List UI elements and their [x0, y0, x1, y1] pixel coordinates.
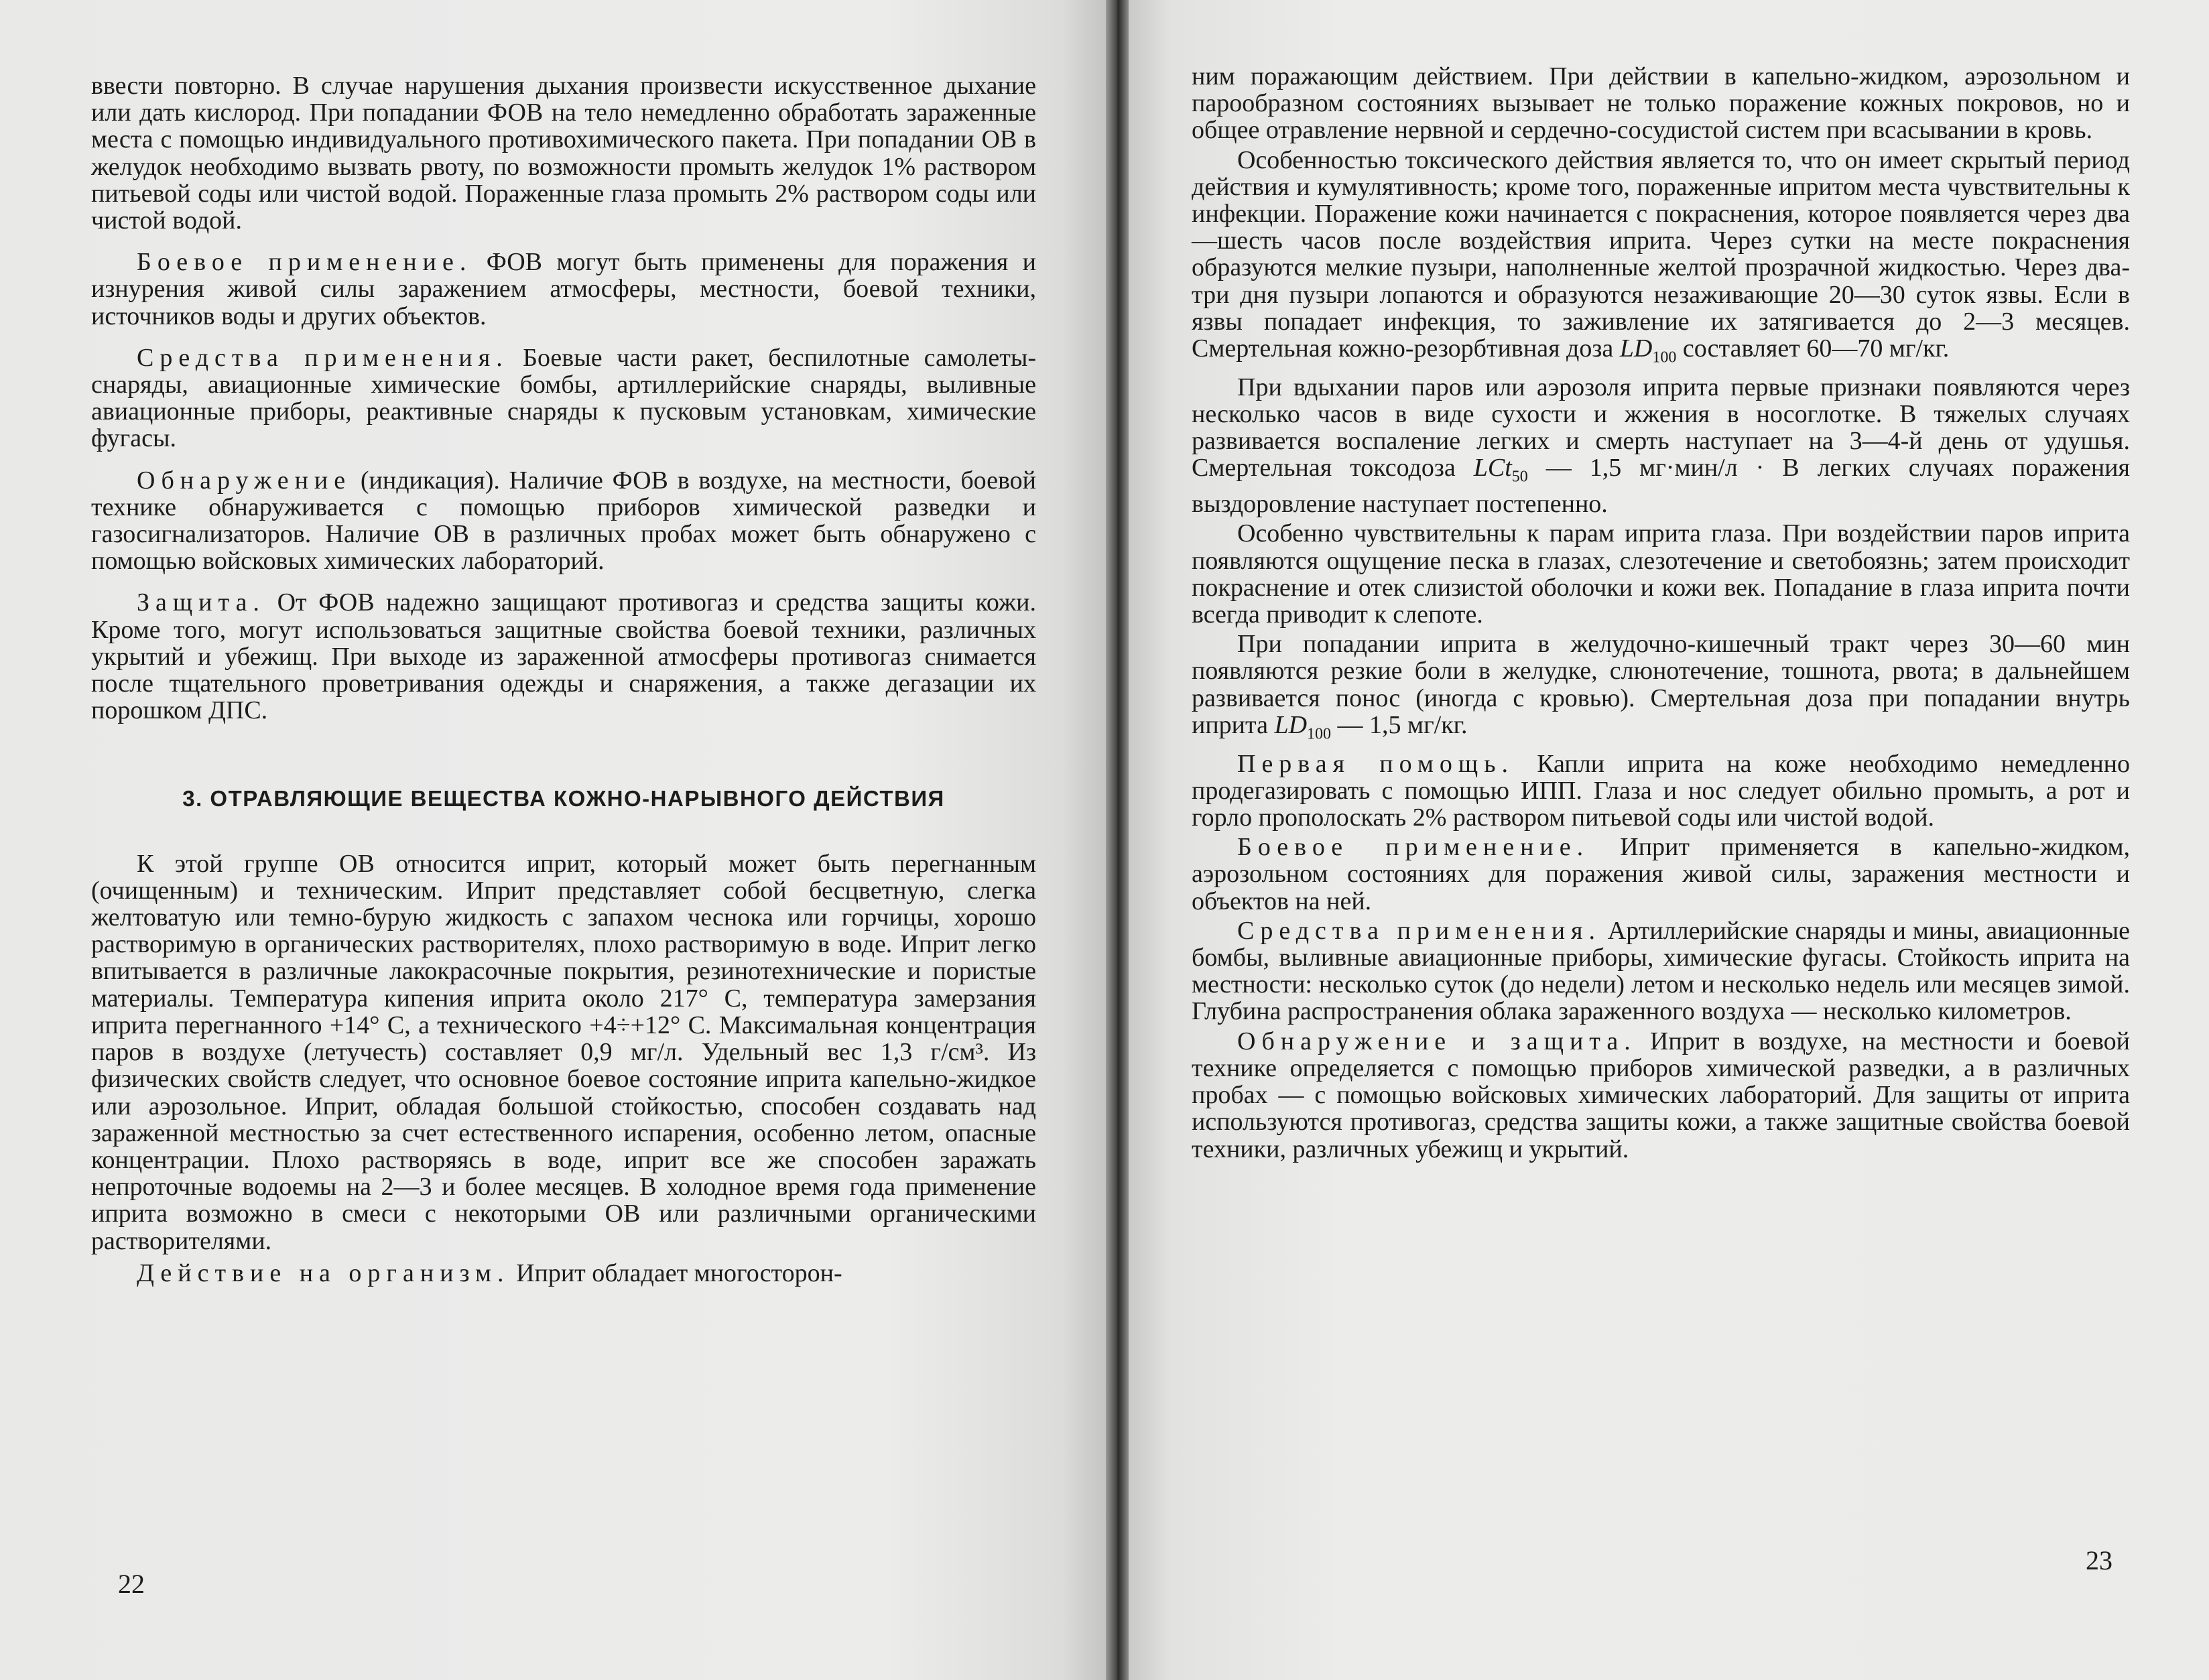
paragraph [1192, 63, 2130, 144]
paragraph [1192, 751, 2130, 832]
section-lead: Первая помощь. [1237, 749, 1515, 778]
section-lead: Обнаружение и защита. [1237, 1027, 1637, 1055]
section-lead: Боевое применение. [1237, 833, 1590, 862]
paragraph [1192, 631, 2130, 747]
section-lead: Защита. [137, 588, 265, 617]
paragraph [1192, 147, 2130, 371]
section-heading: 3. ОТРАВЛЯЮЩИЕ ВЕЩЕСТВА КОЖНО-НАРЫВНОГО ДЕЙСТВИЯ [182, 786, 945, 812]
paragraph-text: К этой группе ОВ относится иприт, который может быть перегнанным (очищенным) и техническим. Иприт представляет собой бесцветную, слегка желтоватую или темно-бурую жидкость с запахом чеснока или горчицы, хорошо растворимую в органических растворителях, плохо растворимую в воде. Иприт легко впитывается в различные лакокрасочные покрытия, резинотехнические и пористые материалы. Температура кипения иприта около 217° С, температура замерзания иприта перегнанного +14° С, а технического +4÷+12° С. Максимальная концентрация паров в воздухе (летучесть) составляет 0,9 мг/л. Удельный вес 1,3 г/см³. Из физических свойств следует, что основное боевое состояние иприта капельно-жидкое или аэрозольное. Иприт, обладая большой стойкостью, способен создавать над зараженной местностью за счет естественного испарения, особенно летом, опасные концентрации. Плохо растворяясь в воде, иприт все же способен заражать непроточные водоемы на 2—3 и более месяцев. В холодное время года применение иприта возможно в смеси с некоторыми ОВ или различными органическими растворителями. [91, 849, 1036, 1255]
paragraph [1192, 374, 2130, 518]
formula: LCt [1473, 454, 1512, 482]
paragraph-text: ввести повторно. В случае нарушения дыхания произвести искусственное дыхание или дать кислород. При попадании ФОВ на тело немедленно обработать зараженные места с помощью индивидуального противохимического пакета. При попадании ОВ в желудок необходимо вызвать рвоту, по возможности промыть желудок 1% раствором питьевой соды или чистой водой. Пораженные глаза промыть 2% раствором соды или чистой водой. [91, 72, 1036, 235]
paragraph-text: составляет 60—70 мг/кг. [1676, 334, 1950, 363]
paragraph-text: ФОВ могут быть применены для поражения и изнурения живой силы заражением атмосферы, местности, боевой техники, источников воды и других объектов. [91, 248, 1036, 330]
paragraph [91, 1260, 1036, 1287]
paragraph-text: Иприт применяется в капельно-жидком, аэрозольном состояниях для поражения живой силы, заражения местности и объектов на ней. [1192, 833, 2130, 915]
paragraph [91, 344, 1036, 452]
formula: LD [1274, 710, 1308, 739]
right-page-text [1192, 63, 2130, 1165]
paragraph [1192, 1028, 2130, 1163]
paragraph [91, 589, 1036, 724]
section-lead: Боевое применение. [137, 248, 472, 277]
book-gutter [1106, 0, 1129, 1680]
paragraph-text: От ФОВ надежно защищают противогаз и средства защиты кожи. Кроме того, могут использоваться защитные свойства боевой техники, различных укрытий и убежищ. При выходе из зараженной атмосферы противогаз снимается после тщательного проветривания одежды и снаряжения, а также дегазации их порошком ДПС. [91, 588, 1036, 725]
paragraph [1192, 520, 2130, 628]
paragraph-text: Особенно чувствительны к парам иприта глаза. При воздействии паров иприта появляются ощущение песка в глазах, слезотечение и светобоязнь; затем происходит покраснение и отек слизистой оболочки и кожи век. Попадание в глаза иприта почти всегда приводит к слепоте. [1192, 519, 2130, 629]
paragraph-text: ним поражающим действием. При действии в капельно-жидком, аэрозольном и парообразном состояниях вызывает не только поражение кожных покровов, но и общее отравление нервной и сердечно-сосудистой систем при всасывании в кровь. [1192, 62, 2130, 145]
paragraph-text: При вдыхании паров или аэрозоля иприта первые признаки появляются через несколько часов в виде сухости и жжения в носоглотке. В тяжелых случаях развивается воспаление легких и смерть наступает на 3—4-й день от удушья. Смертельная токсодоза [1192, 373, 2130, 482]
formula: LD [1619, 334, 1653, 363]
paragraph [91, 249, 1036, 330]
paragraph-text: · В легких случаях поражения выздоровление наступает постепенно. [1192, 454, 2130, 519]
section-lead: Действие на организм. [137, 1258, 510, 1287]
section-lead: Средства применения. [137, 343, 509, 372]
paragraph-text: Боевые части ракет, беспилотные самолеты-снаряды, авиационные химические бомбы, артиллерийские снаряды, выливные авиационные приборы, реактивные снаряды к пусковым установкам, химические фугасы. [91, 343, 1036, 453]
paragraph-text: Иприт обладает многосторон- [509, 1258, 842, 1287]
formula-subscript: 100 [1307, 725, 1332, 743]
page-number: 23 [2086, 1545, 2112, 1575]
paragraph-text: При попадании иприта в желудочно-кишечный тракт через 30—60 мин появляются резкие боли в желудке, слюнотечение, тошнота, рвота; в дальнейшем развивается понос (иногда с кровью). Смертельная доза при попадании внутрь иприта [1192, 630, 2130, 739]
formula-subscript: 50 [1511, 468, 1528, 487]
section-lead: Обнаружение [137, 466, 352, 495]
page-number: 22 [118, 1569, 145, 1599]
paragraph-text: Артиллерийские снаряды и мины, авиационные бомбы, выливные авиационные приборы, химические фугасы. Стойкость иприта на местности: несколько суток (до недели) летом и несколько недель или месяцев зимой. Глубина распространения облака зараженного воздуха — несколько километров. [1192, 916, 2130, 1026]
paragraph [1192, 917, 2130, 1025]
section-lead: Средства применения. [1237, 916, 1602, 945]
formula-subscript: 100 [1652, 348, 1677, 367]
paragraph-text: Капли иприта на коже необходимо немедленно продегазировать с помощью ИПП. Глаза и нос следует обильно промыть, а рот и горло прополоскать 2% раствором питьевой соды или чистой водой. [1192, 749, 2130, 832]
left-page-text [91, 72, 1036, 1301]
right-page [1129, 0, 2209, 1680]
paragraph-text: (индикация). Наличие ФОВ в воздухе, на местности, боевой технике обнаруживается с помощью приборов химической разведки и газосигнализаторов. Наличие ОВ в различных пробах может быть обнаружено с помощью войсковых химических лабораторий. [91, 466, 1036, 576]
paragraph-text: — 1,5 мг/кг. [1331, 710, 1468, 739]
paragraph [91, 850, 1036, 1254]
paragraph [91, 467, 1036, 575]
paragraph-text: Иприт в воздухе, на местности и боевой технике определяется с помощью приборов химической разведки, а в различных пробах — с помощью войсковых химических лабораторий. Для защиты от иприта используются противогаз, средства защиты кожи, а также защитные свойства боевой техники, различных убежищ и укрытий. [1192, 1027, 2130, 1163]
formula-value: — 1,5 мг·мин/л [1527, 454, 1738, 482]
paragraph [91, 72, 1036, 234]
paragraph-text: Особенностью токсического действия является то, что он имеет скрытый период действия и кумулятивность; кроме того, пораженные ипритом места чувствительны к инфекции. Поражение кожи начинается с покраснения, которое появляется через два—шесть часов после воздействия иприта. Через сутки на месте покраснения образуются мелкие пузыри, наполненные желтой прозрачной жидкостью. Через два-три дня пузыри лопаются и образуются незаживающие 20—30 суток язвы. Если в язвы попадает инфекция, то заживление их затягивается до 2—3 месяцев. Смертельная кожно-резорбтивная доза [1192, 145, 2130, 363]
paragraph [1192, 834, 2130, 915]
